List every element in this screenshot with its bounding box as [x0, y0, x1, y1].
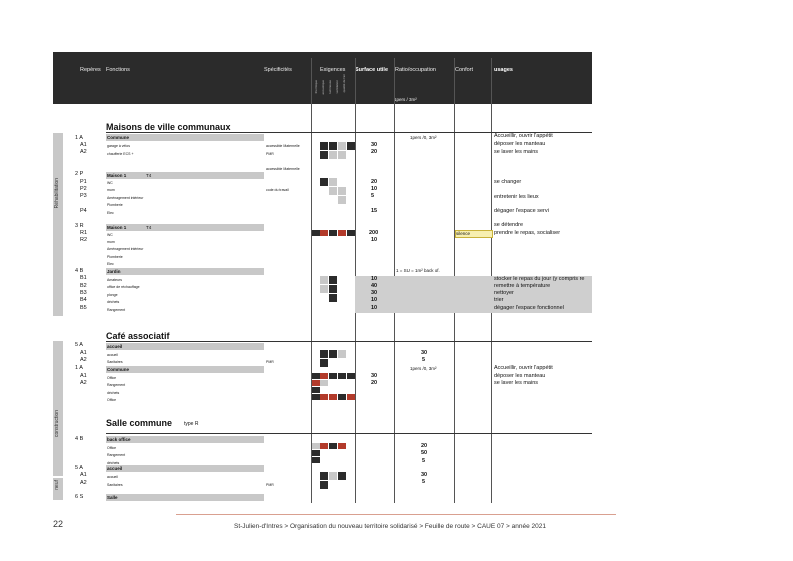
usage: dégager l'espace servi — [494, 208, 549, 214]
code: 5 A — [75, 342, 83, 348]
row-label: Aménagement intérieur — [107, 247, 144, 251]
surface: 20 — [371, 380, 378, 386]
col-reperes: Repères — [80, 67, 101, 73]
usage: entretenir les lieux — [494, 194, 539, 200]
footer-text: St-Julien-d'Intres > Organisation du nouveau territoire solidarisé > Feuille de route > CAUE 07 > année 2021 — [234, 523, 546, 530]
row-label: Rangement — [107, 308, 126, 312]
exigence-cell — [338, 472, 346, 480]
exigence-cell — [329, 187, 337, 195]
row-label: mum — [107, 188, 115, 192]
row-label: Elec — [107, 211, 114, 215]
exigence-cell — [338, 196, 346, 204]
surface: 30 — [371, 290, 378, 296]
exigence-cell — [320, 350, 328, 358]
code: 2 P — [75, 171, 84, 177]
row-label: Rangement — [107, 453, 126, 457]
footer-rule — [176, 514, 616, 515]
usage: déposer les manteau — [494, 373, 546, 379]
exigence-cell — [320, 443, 328, 449]
exigence-cell — [338, 350, 346, 358]
exigence-cell — [320, 380, 328, 386]
code: A1 — [80, 373, 87, 379]
exigence-cell — [329, 472, 337, 480]
exigence-cell — [347, 373, 355, 379]
exigence-cell — [312, 230, 320, 236]
row-label: office de réchauffage — [107, 285, 140, 289]
code: A1 — [80, 142, 87, 148]
page-number: 22 — [53, 519, 64, 529]
group-bar: accueil — [106, 343, 264, 350]
surface: 5 — [371, 193, 375, 199]
rot-label: thermique — [314, 80, 318, 94]
code: A1 — [80, 350, 87, 356]
row-label: WC — [107, 181, 113, 185]
row-label: Amateurs — [107, 278, 122, 282]
exigence-cell — [338, 142, 346, 150]
row-label: déchets — [107, 300, 120, 304]
code: R1 — [80, 230, 88, 236]
side-neuf-label: neuf — [54, 480, 60, 490]
sidebar-rehab — [53, 133, 63, 316]
col-ratio: Ratio/occupation — [395, 67, 436, 73]
side-constr-label: construction — [54, 410, 60, 437]
exigence-cell — [329, 142, 337, 150]
code: B1 — [80, 275, 87, 281]
exigence-cell — [320, 394, 328, 400]
surface: 30 — [371, 142, 378, 148]
usage: se laver les mains — [494, 380, 539, 386]
section-rule — [106, 433, 592, 434]
table-header — [53, 52, 592, 104]
usage: nettoyer — [494, 290, 514, 296]
exigence-cell — [320, 178, 328, 186]
surface: 30 — [421, 350, 428, 356]
group-bar: Maison 1 T4 — [106, 172, 264, 179]
divider — [311, 58, 312, 503]
exigence-cell — [329, 285, 337, 293]
exigence-cell — [329, 294, 337, 302]
exigence-cell — [320, 276, 328, 284]
exigence-cell — [338, 151, 346, 159]
spec: accessible Maternelle — [266, 144, 300, 148]
exigence-cell — [320, 151, 328, 159]
spec: PMR — [266, 360, 274, 364]
spec: code du travail — [266, 188, 289, 192]
surface: 30 — [421, 472, 428, 478]
usage: prendre le repas, socialiser — [494, 230, 561, 236]
code: B2 — [80, 283, 87, 289]
usage: dégager l'espace fonctionnel — [494, 305, 564, 311]
section-type: type R — [184, 421, 199, 427]
exigence-cell — [329, 394, 337, 400]
row-label: garage à vélos — [107, 144, 130, 148]
group-bar: Jardin — [106, 268, 264, 275]
code: 6 S — [75, 494, 84, 500]
code: P1 — [80, 179, 87, 185]
col-exigences: Exigences — [320, 67, 346, 73]
group-bar: Salle — [106, 494, 264, 501]
col-confort: Confort — [455, 67, 474, 73]
exigence-cell — [329, 230, 337, 236]
exigence-cell — [329, 373, 337, 379]
code: B4 — [80, 297, 87, 303]
exigence-cell — [320, 142, 328, 150]
row-label: accueil — [107, 475, 118, 479]
row-label: Rangement — [107, 383, 126, 387]
row-label: plonge — [107, 293, 118, 297]
usage: stocker le repas du jour (y compris re — [494, 276, 585, 282]
exigence-cell — [312, 443, 320, 449]
group-bar: accueil — [106, 465, 264, 472]
code: B3 — [80, 290, 87, 296]
row-label: déchets — [107, 461, 120, 465]
code: 4 B — [75, 268, 84, 274]
rot-label: qualité de l'air — [342, 74, 346, 93]
row-label: Sanitaires — [107, 360, 123, 364]
ratio-note: 1pers / 3m² — [394, 97, 417, 102]
surface: 5 — [422, 479, 426, 485]
rot-label: acoustique — [321, 80, 325, 95]
sidebar-construction — [53, 341, 63, 476]
spec: accessible Maternelle — [266, 167, 300, 171]
exigence-cell — [320, 359, 328, 367]
usage: trier — [494, 297, 504, 303]
exigence-cell — [338, 443, 346, 449]
code: P2 — [80, 186, 87, 192]
surface: 5 — [422, 458, 426, 464]
exigence-cell — [312, 387, 320, 393]
col-specificites: Spécificités — [264, 67, 292, 73]
usage: déposer les manteau — [494, 141, 546, 147]
code: R2 — [80, 237, 88, 243]
surface: 30 — [371, 373, 378, 379]
section-title: Maisons de ville communaux — [106, 122, 231, 132]
surface: 20 — [371, 149, 378, 155]
group-bar: back office — [106, 436, 264, 443]
surface: 20 — [371, 179, 378, 185]
exigence-cell — [320, 285, 328, 293]
row-label: Elec — [107, 262, 114, 266]
ratio: 1pers /0, 3m² — [410, 366, 437, 371]
usage: se détendre — [494, 222, 524, 228]
row-label: Aménagement intérieur — [107, 196, 144, 200]
code: A2 — [80, 357, 87, 363]
surface: 15 — [371, 208, 378, 214]
section-rule — [106, 341, 592, 342]
exigence-cell — [329, 151, 337, 159]
surface: 10 — [371, 276, 378, 282]
spec: PMR — [266, 483, 274, 487]
exigence-cell — [338, 230, 346, 236]
code: P3 — [80, 193, 87, 199]
code: 4 B — [75, 436, 84, 442]
rot-label: ventilation — [335, 80, 339, 94]
code: 1 A — [75, 365, 83, 371]
surface: 10 — [371, 297, 378, 303]
surface: 10 — [371, 237, 378, 243]
col-fonctions: Fonctions — [106, 67, 130, 73]
exigence-cell — [347, 230, 355, 236]
row-label: déchets — [107, 391, 120, 395]
exigence-cell — [320, 481, 328, 489]
row-label: Office — [107, 376, 117, 380]
usage: se changer — [494, 179, 522, 185]
exigence-cell — [329, 276, 337, 284]
exigence-cell — [320, 230, 328, 236]
code: P4 — [80, 208, 87, 214]
exigence-cell — [329, 178, 337, 186]
usage: remettre à température — [494, 283, 551, 289]
row-label: Plomberie — [107, 255, 123, 259]
exigence-cell — [347, 394, 355, 400]
exigence-cell — [338, 394, 346, 400]
exigence-cell — [312, 457, 320, 463]
surface: 10 — [371, 305, 378, 311]
section-title: Salle commune — [106, 418, 173, 428]
row-label: Plomberie — [107, 203, 123, 207]
surface: 200 — [369, 230, 379, 236]
code: A2 — [80, 480, 87, 486]
row-label: Sanitaires — [107, 483, 123, 487]
surface: 5 — [422, 357, 426, 363]
usage: se laver les mains — [494, 149, 539, 155]
code: A2 — [80, 380, 87, 386]
exigence-cell — [312, 450, 320, 456]
exigence-cell — [312, 380, 320, 386]
group-bar: Commune — [106, 366, 264, 373]
code: 3 R — [75, 223, 84, 229]
surface: 20 — [421, 443, 428, 449]
code: B5 — [80, 305, 87, 311]
row-label: chaufferie ECS + — [107, 152, 134, 156]
exigence-cell — [338, 373, 346, 379]
row-label: mum — [107, 240, 115, 244]
surface: 50 — [421, 450, 428, 456]
ratio: 1pers /0, 3m² — [410, 135, 437, 140]
usage: Accueillir, ouvrir l'appétit — [494, 133, 553, 139]
col-surface: Surface utile — [355, 67, 389, 73]
ratio: 1 = SU = 1m² back of. — [396, 268, 440, 273]
exigence-cell — [320, 472, 328, 480]
code: 5 A — [75, 465, 83, 471]
code: A2 — [80, 149, 87, 155]
side-rehab-label: Réhabilitation — [54, 178, 60, 209]
surface: 10 — [371, 186, 378, 192]
group-bar: Maison 1 T4 — [106, 224, 264, 231]
exigence-cell — [329, 443, 337, 449]
row-label: Office — [107, 446, 117, 450]
exigence-cell — [338, 187, 346, 195]
usage: Accueillir, ouvrir l'appétit — [494, 365, 553, 371]
rot-label: lumineuse — [328, 80, 332, 94]
code: 1 A — [75, 135, 83, 141]
col-usages: usages — [494, 67, 513, 73]
exigence-cell — [312, 373, 320, 379]
row-label: accueil — [107, 353, 118, 357]
confort-silence: silence — [455, 230, 493, 238]
exigence-cell — [312, 394, 320, 400]
exigence-cell — [329, 350, 337, 358]
exigence-cell — [347, 142, 355, 150]
code: A1 — [80, 472, 87, 478]
row-label: Office — [107, 398, 117, 402]
section-title: Café associatif — [106, 331, 170, 341]
row-label: WC — [107, 233, 113, 237]
exigence-cell — [320, 373, 328, 379]
spec: PMR — [266, 152, 274, 156]
surface: 40 — [371, 283, 378, 289]
group-bar: Commune — [106, 134, 264, 141]
